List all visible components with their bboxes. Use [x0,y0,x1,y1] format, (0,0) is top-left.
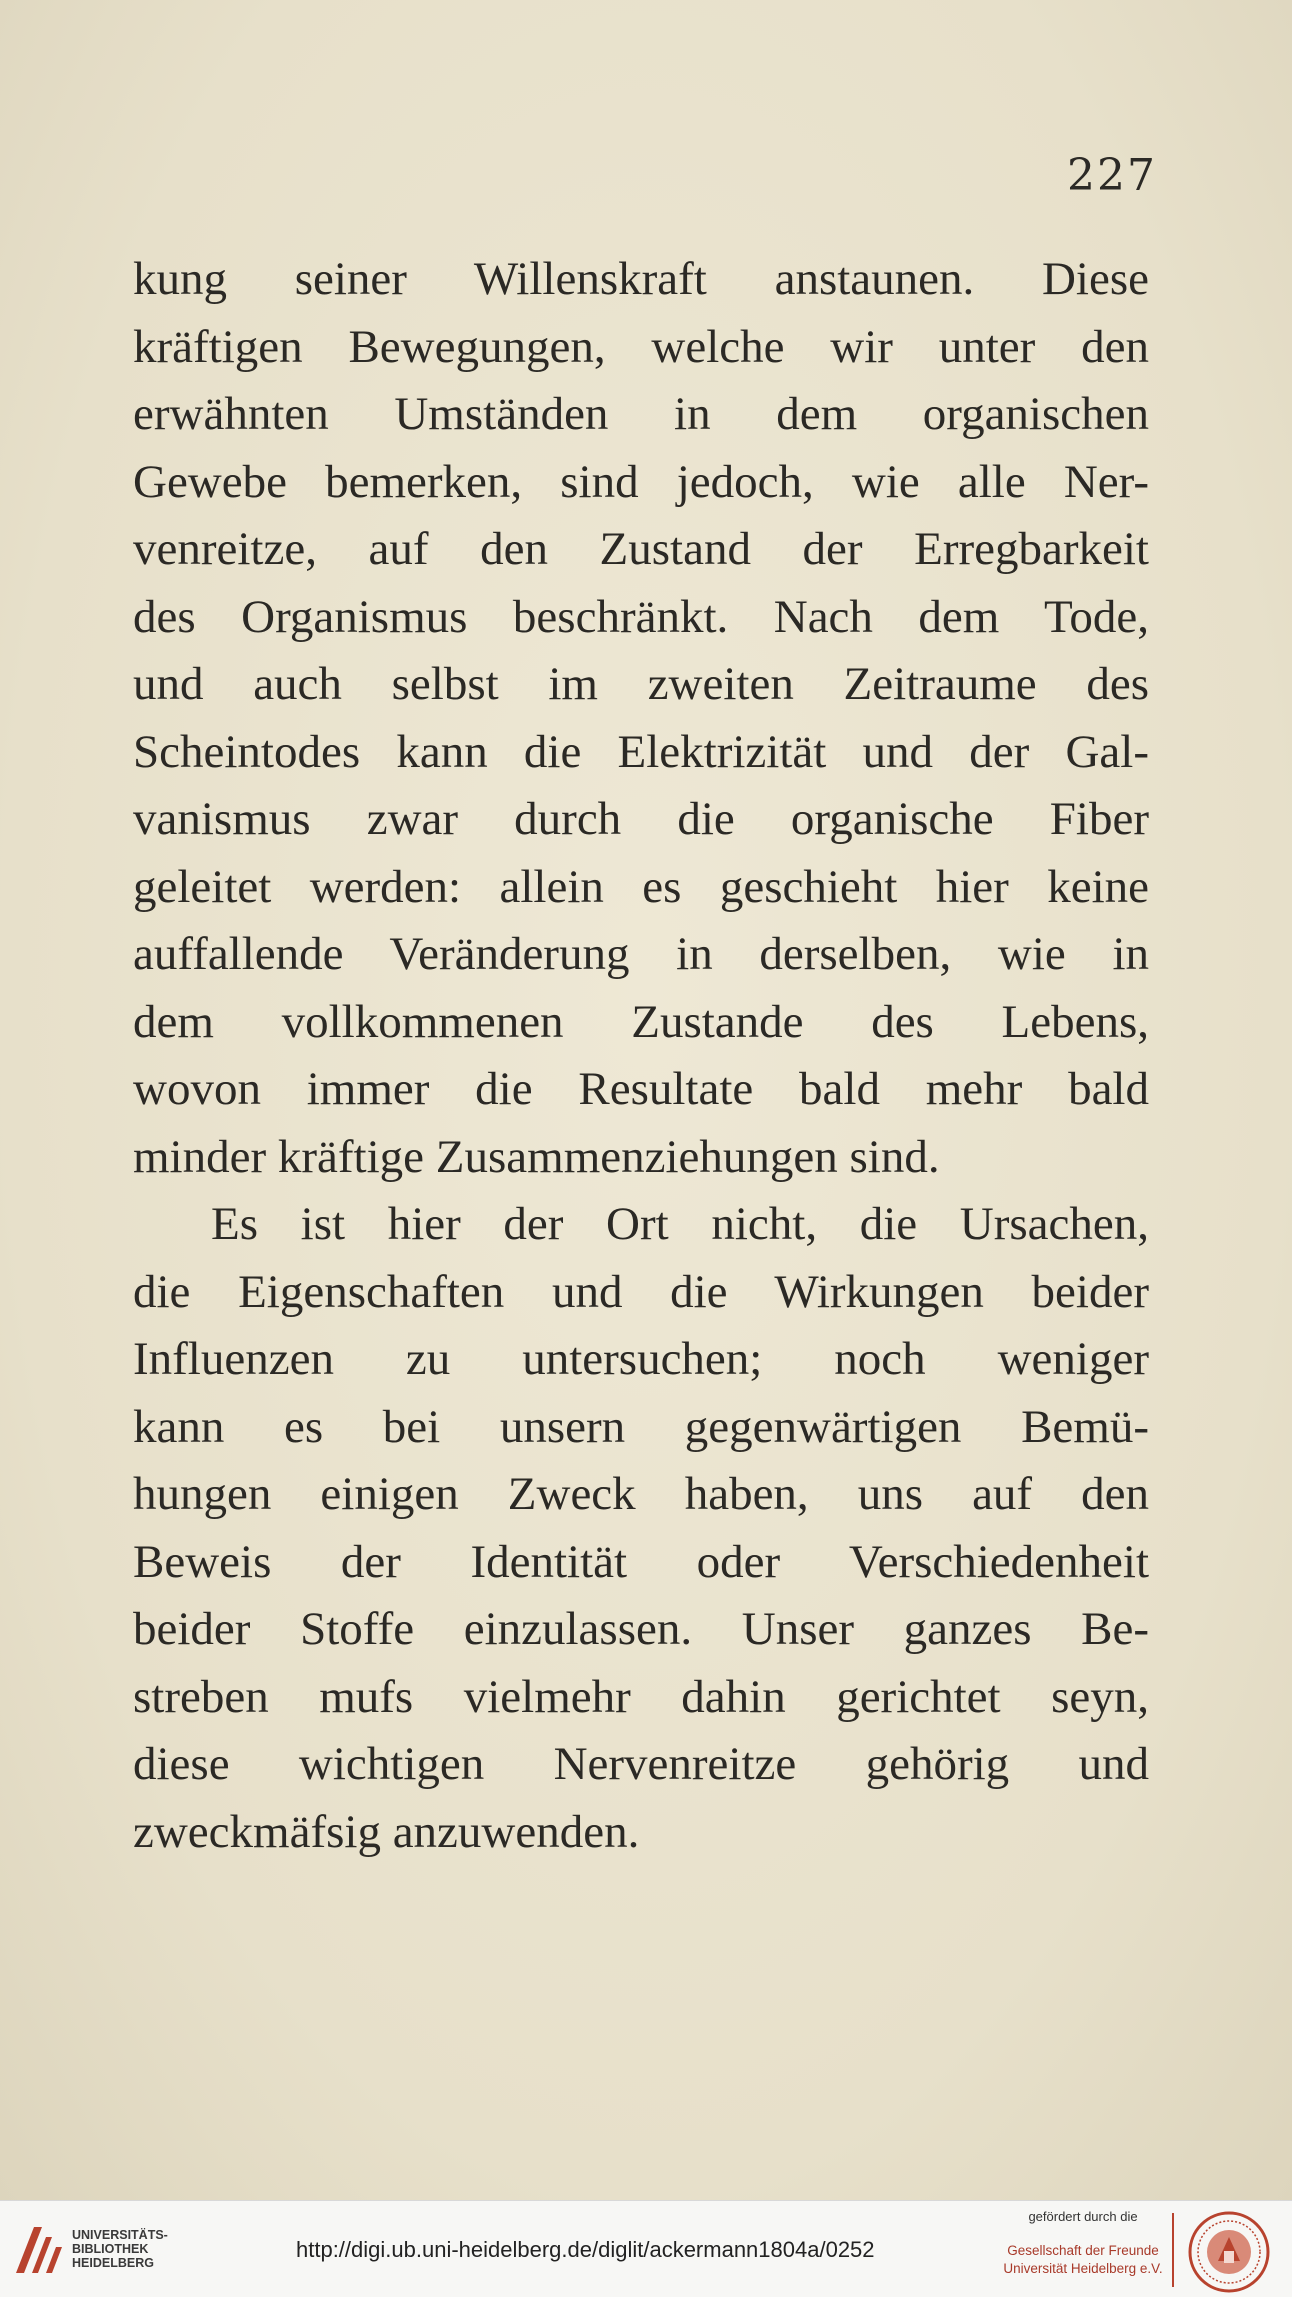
library-name: UNIVERSITÄTS- BIBLIOTHEK HEIDELBERG [72,2228,168,2270]
sponsor-credit [998,2209,1168,2278]
text-line: erwähnten Umständen in dem organischen [133,388,1149,440]
sponsor-name-line: Gesellschaft der Freunde [1007,2243,1159,2258]
text-line: minder kräftige Zusammenziehungen sind. [133,1130,940,1183]
sponsor-intro: gefördert durch die [1028,2209,1138,2224]
text-line: venreitze, auf den Zustand der Erregbarkeit [133,523,1149,575]
library-logo-icon [12,2221,64,2277]
sponsor-name-line: Universität Heidelberg e.V. [1003,2261,1163,2276]
page-number: 227 [1067,150,1157,201]
text-line: dem vollkommenen Zustande des Lebens, [133,995,1149,1048]
text-line: zweckmäfsig anzuwenden. [133,1805,640,1858]
body-text [133,246,1149,1866]
text-line: Es ist hier der Ort nicht, die Ursachen, [211,1198,1149,1250]
footer-divider [1172,2213,1174,2287]
text-line: wovon immer die Resultate bald mehr bald [133,1063,1149,1115]
text-line: Influenzen zu untersuchen; noch weniger [133,1333,1149,1385]
text-line: Scheintodes kann die Elektrizität und der Gal- [133,725,1149,778]
text-line: kann es bei unsern gegenwärtigen Bemü- [133,1400,1149,1453]
text-line: vanismus zwar durch die organische Fiber [133,793,1149,845]
text-line: kung seiner Willenskraft anstaunen. Diese [133,253,1149,305]
text-line: kräftigen Bewegungen, welche wir unter den [133,320,1149,373]
text-line: hungen einigen Zweck haben, uns auf den [133,1468,1149,1520]
text-line: diese wichtigen Nervenreitze gehörig und [133,1738,1149,1790]
text-line: streben mufs vielmehr dahin gerichtet seyn, [133,1670,1149,1723]
text-line: Gewebe bemerken, sind jedoch, wie alle Ner- [133,455,1149,508]
permalink-url[interactable]: http://digi.ub.uni-heidelberg.de/diglit/ackermann1804a/0252 [296,2237,875,2262]
text-line: geleitet werden: allein es geschieht hier keine [133,860,1149,913]
text-line: die Eigenschaften und die Wirkungen beider [133,1265,1149,1318]
text-line: und auch selbst im zweiten Zeitraume des [133,658,1149,710]
footer-bar [0,2200,1292,2297]
text-line: des Organismus beschränkt. Nach dem Tode, [133,590,1149,643]
university-seal-icon [1188,2211,1270,2293]
text-line: auffallende Veränderung in derselben, wie in [133,928,1149,980]
text-line: beider Stoffe einzulassen. Unser ganzes Be- [133,1603,1149,1655]
text-line: Beweis der Identität oder Verschiedenheit [133,1535,1149,1588]
